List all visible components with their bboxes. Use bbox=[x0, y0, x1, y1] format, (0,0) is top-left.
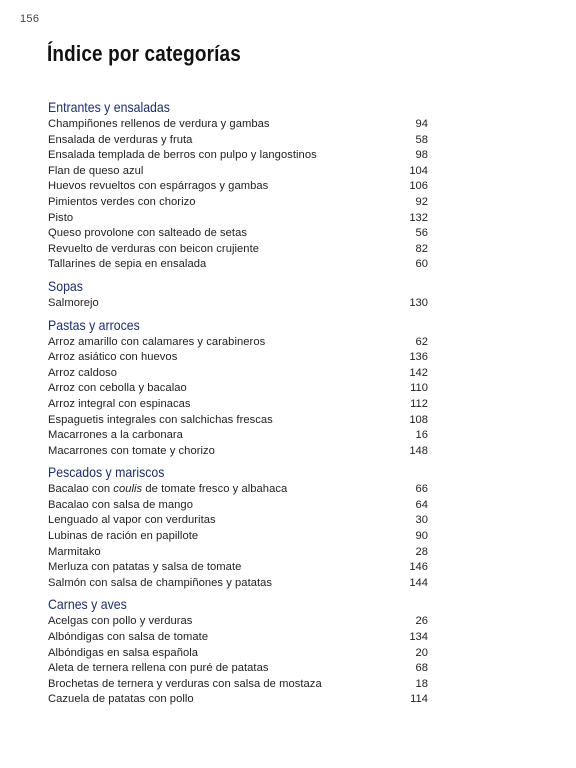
entry-name: Queso provolone con salteado de setas bbox=[48, 227, 248, 240]
entry-page: 92 bbox=[415, 195, 428, 208]
entry-page: 94 bbox=[415, 118, 428, 130]
entry-name: Cazuela de patatas con pollo bbox=[48, 693, 194, 706]
entry-list bbox=[48, 335, 428, 460]
entry-name: Arroz asiático con huevos bbox=[48, 351, 178, 364]
index-entry bbox=[48, 413, 428, 429]
index-entry bbox=[48, 211, 428, 227]
index-entry bbox=[48, 381, 428, 397]
entry-page: 130 bbox=[409, 296, 428, 309]
entry-page: 148 bbox=[409, 444, 428, 457]
entry-name-italic: coulis bbox=[113, 483, 143, 496]
entry-name: Salmorejo bbox=[48, 296, 99, 309]
entry-name: Arroz integral con espinacas bbox=[48, 397, 191, 410]
entry-name: Salmón con salsa de champiñones y patatas bbox=[48, 576, 273, 589]
section-heading: Sopas bbox=[48, 277, 83, 294]
entry-page: 132 bbox=[409, 211, 428, 224]
entry-name: Pimientos verdes con chorizo bbox=[48, 195, 196, 208]
section-entrantes-y-ensaladas bbox=[48, 97, 428, 273]
index-entry bbox=[48, 560, 428, 576]
entry-page: 90 bbox=[415, 530, 428, 543]
entry-page: 62 bbox=[415, 335, 428, 348]
entry-name: Arroz caldoso bbox=[48, 366, 118, 379]
index-entry bbox=[48, 350, 428, 366]
entry-name: Acelgas con pollo y verduras bbox=[48, 615, 193, 628]
entry-page: 82 bbox=[415, 242, 428, 255]
page-title: Índice por categorías bbox=[47, 41, 241, 66]
section-carnes-y-aves bbox=[48, 594, 428, 708]
index-entry bbox=[48, 513, 428, 529]
category-index bbox=[48, 97, 428, 708]
entry-page: 68 bbox=[415, 662, 428, 675]
index-entry bbox=[48, 397, 428, 413]
entry-list bbox=[48, 614, 428, 708]
index-entry bbox=[48, 242, 428, 258]
entry-name: Marmitako bbox=[48, 545, 101, 558]
index-entry bbox=[48, 117, 428, 133]
entry-name: Tallarines de sepia en ensalada bbox=[48, 258, 207, 271]
section-heading: Pastas y arroces bbox=[48, 316, 140, 333]
entry-name: Brochetas de ternera y verduras con salsa de mostaza bbox=[48, 677, 322, 690]
entry-name: Pisto bbox=[48, 211, 74, 224]
section-heading: Pescados y mariscos bbox=[48, 464, 165, 481]
entry-page: 108 bbox=[409, 413, 428, 426]
entry-page: 26 bbox=[415, 615, 428, 628]
entry-page: 144 bbox=[409, 576, 428, 589]
index-entry bbox=[48, 133, 428, 149]
index-entry bbox=[48, 366, 428, 382]
section-sopas bbox=[48, 276, 428, 312]
index-entry bbox=[48, 179, 428, 195]
entry-name bbox=[48, 482, 287, 498]
entry-name: Arroz con cebolla y bacalao bbox=[48, 382, 187, 395]
entry-page: 18 bbox=[415, 677, 428, 690]
entry-page: 134 bbox=[409, 631, 428, 644]
entry-page: 112 bbox=[410, 397, 428, 410]
entry-name: Bacalao con salsa de mango bbox=[48, 498, 193, 511]
index-entry bbox=[48, 296, 428, 312]
entry-name-part: Bacalao con bbox=[48, 483, 114, 496]
entry-page: 114 bbox=[410, 693, 428, 706]
entry-name: Merluza con patatas y salsa de tomate bbox=[48, 561, 242, 574]
section-pescados-y-mariscos bbox=[48, 462, 428, 591]
index-entry bbox=[48, 692, 428, 708]
index-entry bbox=[48, 614, 428, 630]
entry-page: 16 bbox=[415, 429, 428, 442]
entry-list bbox=[48, 117, 428, 273]
entry-page: 58 bbox=[415, 133, 428, 146]
entry-name: Ensalada de verduras y fruta bbox=[48, 133, 193, 146]
index-entry bbox=[48, 646, 428, 662]
section-heading: Carnes y aves bbox=[48, 596, 127, 613]
entry-page: 104 bbox=[409, 164, 428, 177]
entry-page: 28 bbox=[415, 545, 428, 558]
entry-name: Arroz amarillo con calamares y carabineros bbox=[48, 335, 266, 348]
entry-name: Macarrones con tomate y chorizo bbox=[48, 444, 215, 457]
index-entry bbox=[48, 498, 428, 514]
entry-name: Macarrones a la carbonara bbox=[48, 429, 183, 442]
entry-name: Champiñones rellenos de verdura y gambas bbox=[48, 118, 270, 130]
entry-page: 66 bbox=[415, 483, 428, 496]
index-entry bbox=[48, 195, 428, 211]
index-entry bbox=[48, 482, 428, 498]
entry-list bbox=[48, 296, 428, 312]
index-entry bbox=[48, 335, 428, 351]
entry-name: Huevos revueltos con espárragos y gambas bbox=[48, 180, 269, 193]
entry-name: Aleta de ternera rellena con puré de patatas bbox=[48, 662, 269, 675]
entry-name: Albóndigas en salsa española bbox=[48, 646, 199, 659]
entry-page: 106 bbox=[409, 180, 428, 193]
entry-page: 110 bbox=[410, 382, 428, 395]
entry-page: 60 bbox=[415, 258, 428, 271]
index-entry bbox=[48, 630, 428, 646]
entry-page: 136 bbox=[409, 351, 428, 364]
section-heading: Entrantes y ensaladas bbox=[48, 99, 170, 115]
entry-page: 98 bbox=[415, 149, 428, 162]
entry-page: 56 bbox=[415, 227, 428, 240]
index-entry bbox=[48, 529, 428, 545]
entry-page: 64 bbox=[415, 498, 428, 511]
index-entry bbox=[48, 226, 428, 242]
entry-page: 20 bbox=[415, 646, 428, 659]
index-entry bbox=[48, 545, 428, 561]
index-entry bbox=[48, 164, 428, 180]
entry-name: Lenguado al vapor con verduritas bbox=[48, 514, 216, 527]
entry-name: Ensalada templada de berros con pulpo y langostinos bbox=[48, 149, 317, 162]
entry-name: Albóndigas con salsa de tomate bbox=[48, 631, 209, 644]
index-entry bbox=[48, 444, 428, 460]
section-pastas-y-arroces bbox=[48, 315, 428, 460]
index-entry bbox=[48, 661, 428, 677]
entry-page: 30 bbox=[415, 514, 428, 527]
entry-name: Lubinas de ración en papillote bbox=[48, 530, 199, 543]
entry-name: Revuelto de verduras con beicon crujiente bbox=[48, 242, 260, 255]
index-entry bbox=[48, 428, 428, 444]
entry-list bbox=[48, 482, 428, 591]
index-entry bbox=[48, 576, 428, 592]
entry-name-part: de tomate fresco y albahaca bbox=[142, 483, 288, 496]
index-entry bbox=[48, 148, 428, 164]
index-entry bbox=[48, 677, 428, 693]
entry-name: Espaguetis integrales con salchichas frescas bbox=[48, 413, 273, 426]
index-entry bbox=[48, 257, 428, 273]
entry-page: 142 bbox=[409, 366, 428, 379]
page-number: 156 bbox=[20, 13, 40, 25]
entry-name: Flan de queso azul bbox=[48, 164, 144, 177]
entry-page: 146 bbox=[409, 561, 428, 574]
